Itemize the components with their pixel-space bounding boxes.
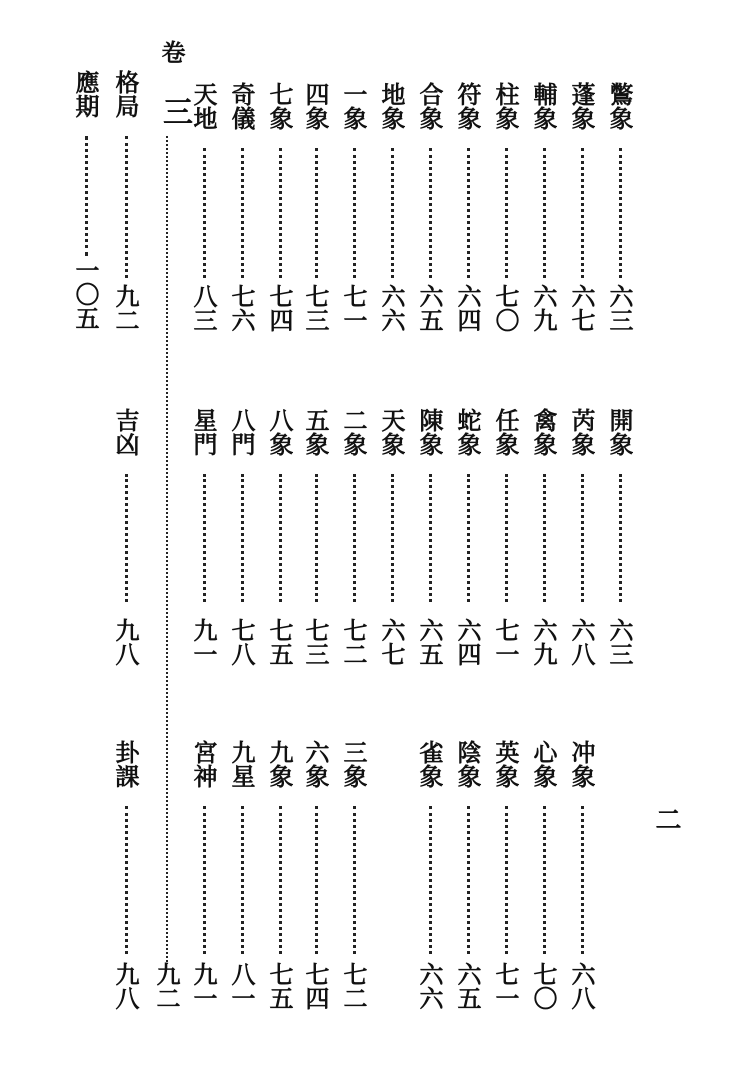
entry-title: 格局 — [111, 70, 140, 118]
entry-title: 開象 — [605, 408, 634, 456]
entry-title: 三象 — [339, 740, 368, 788]
entry-page: 六四 — [453, 284, 482, 332]
leader-dots — [429, 148, 432, 278]
leader-dots — [125, 806, 128, 954]
entry-title: 雀象 — [415, 740, 444, 788]
entry-page: 七三 — [301, 284, 330, 332]
leader-dots — [353, 806, 356, 954]
juan-number: 三 — [157, 96, 192, 126]
entry-page: 七三 — [301, 618, 330, 666]
entry-page: 六三 — [605, 284, 634, 332]
leader-dots — [315, 474, 318, 602]
leader-dots — [279, 474, 282, 602]
leader-dots — [581, 148, 584, 278]
leader-dots — [315, 806, 318, 954]
leader-dots — [125, 474, 128, 602]
entry-page: 七二 — [339, 618, 368, 666]
entry-page: 六五 — [415, 284, 444, 332]
leader-dots — [505, 806, 508, 954]
entry-page: 七〇 — [491, 284, 520, 332]
entry-title: 天地 — [189, 82, 218, 130]
entry-title: 五象 — [301, 408, 330, 456]
leader-dots — [543, 806, 546, 954]
entry-title: 宮神 — [189, 740, 218, 788]
leader-dots — [353, 474, 356, 602]
entry-page: 六五 — [453, 962, 482, 1010]
entry-title: 八象 — [265, 408, 294, 456]
leader-dots — [505, 148, 508, 278]
entry-page: 九一 — [189, 962, 218, 1010]
entry-page: 八一 — [227, 962, 256, 1010]
entry-page: 七五 — [265, 618, 294, 666]
leader-dots — [429, 806, 432, 954]
entry-title: 任象 — [491, 408, 520, 456]
entry-page: 七二 — [339, 962, 368, 1010]
leader-dots — [125, 136, 128, 278]
leader-dots — [85, 136, 88, 256]
entry-title: 奇儀 — [227, 82, 256, 130]
entry-page: 七〇 — [529, 962, 558, 1010]
entry-page: 七四 — [265, 284, 294, 332]
entry-title: 一象 — [339, 82, 368, 130]
entry-title: 應期 — [71, 70, 100, 118]
leader-dots — [203, 474, 206, 602]
leader-dots — [619, 474, 622, 602]
entry-page: 六八 — [567, 962, 596, 1010]
leader-dots — [241, 474, 244, 602]
leader-dots — [467, 806, 470, 954]
entry-page: 六三 — [605, 618, 634, 666]
entry-page: 七六 — [227, 284, 256, 332]
leader-dots — [315, 148, 318, 278]
leader-dots — [581, 474, 584, 602]
entry-page: 九八 — [111, 618, 140, 666]
entry-page: 七四 — [301, 962, 330, 1010]
entry-title: 地象 — [377, 82, 406, 130]
entry-title: 陳象 — [415, 408, 444, 456]
entry-page: 一〇五 — [71, 258, 100, 330]
entry-page: 七一 — [491, 962, 520, 1010]
entry-page: 七一 — [339, 284, 368, 332]
entry-page: 六八 — [567, 618, 596, 666]
entry-title: 符象 — [453, 82, 482, 130]
leader-dots — [353, 148, 356, 278]
entry-title: 冲象 — [567, 740, 596, 788]
entry-title: 蓬象 — [567, 82, 596, 130]
leader-dots — [241, 806, 244, 954]
leader-dots — [166, 136, 168, 962]
leader-dots — [619, 148, 622, 278]
entry-title: 英象 — [491, 740, 520, 788]
entry-title: 七象 — [265, 82, 294, 130]
entry-title: 蛇象 — [453, 408, 482, 456]
entry-page: 六九 — [529, 284, 558, 332]
entry-title: 九星 — [227, 740, 256, 788]
leader-dots — [391, 474, 394, 602]
leader-dots — [467, 148, 470, 278]
entry-title: 天象 — [377, 408, 406, 456]
entry-page: 六五 — [415, 618, 444, 666]
entry-page: 九一 — [189, 618, 218, 666]
entry-title: 柱象 — [491, 82, 520, 130]
page-number: 二 — [651, 806, 681, 832]
entry-title: 九象 — [265, 740, 294, 788]
entry-page: 九二 — [111, 284, 140, 332]
leader-dots — [543, 474, 546, 602]
leader-dots — [429, 474, 432, 602]
entry-page: 六七 — [567, 284, 596, 332]
entry-page: 七五 — [265, 962, 294, 1010]
entry-title: 卦課 — [111, 740, 140, 788]
leader-dots — [543, 148, 546, 278]
entry-page: 六六 — [415, 962, 444, 1010]
entry-title: 二象 — [339, 408, 368, 456]
leader-dots — [203, 806, 206, 954]
entry-page: 六七 — [377, 618, 406, 666]
entry-title: 陰象 — [453, 740, 482, 788]
leader-dots — [279, 806, 282, 954]
leader-dots — [203, 148, 206, 278]
leader-dots — [279, 148, 282, 278]
entry-title: 吉凶 — [111, 408, 140, 456]
entry-title: 輔象 — [529, 82, 558, 130]
entry-page: 六九 — [529, 618, 558, 666]
leader-dots — [467, 474, 470, 602]
entry-title: 星門 — [189, 408, 218, 456]
entry-page: 六四 — [453, 618, 482, 666]
leader-dots — [505, 474, 508, 602]
entry-page: 九八 — [111, 962, 140, 1010]
entry-title: 四象 — [301, 82, 330, 130]
entry-title: 芮象 — [567, 408, 596, 456]
entry-title: 鷩象 — [605, 82, 634, 130]
entry-title: 合象 — [415, 82, 444, 130]
entry-title: 禽象 — [529, 408, 558, 456]
juan-label: 卷 — [157, 40, 186, 64]
leader-dots — [581, 806, 584, 954]
entry-page: 八三 — [189, 284, 218, 332]
entry-title: 六象 — [301, 740, 330, 788]
entry-page: 七八 — [227, 618, 256, 666]
entry-page: 七一 — [491, 618, 520, 666]
leader-dots — [391, 148, 394, 278]
entry-page: 六六 — [377, 284, 406, 332]
entry-title: 心象 — [529, 740, 558, 788]
entry-title: 八門 — [227, 408, 256, 456]
juan-page: 九二 — [152, 962, 181, 1010]
leader-dots — [241, 148, 244, 278]
